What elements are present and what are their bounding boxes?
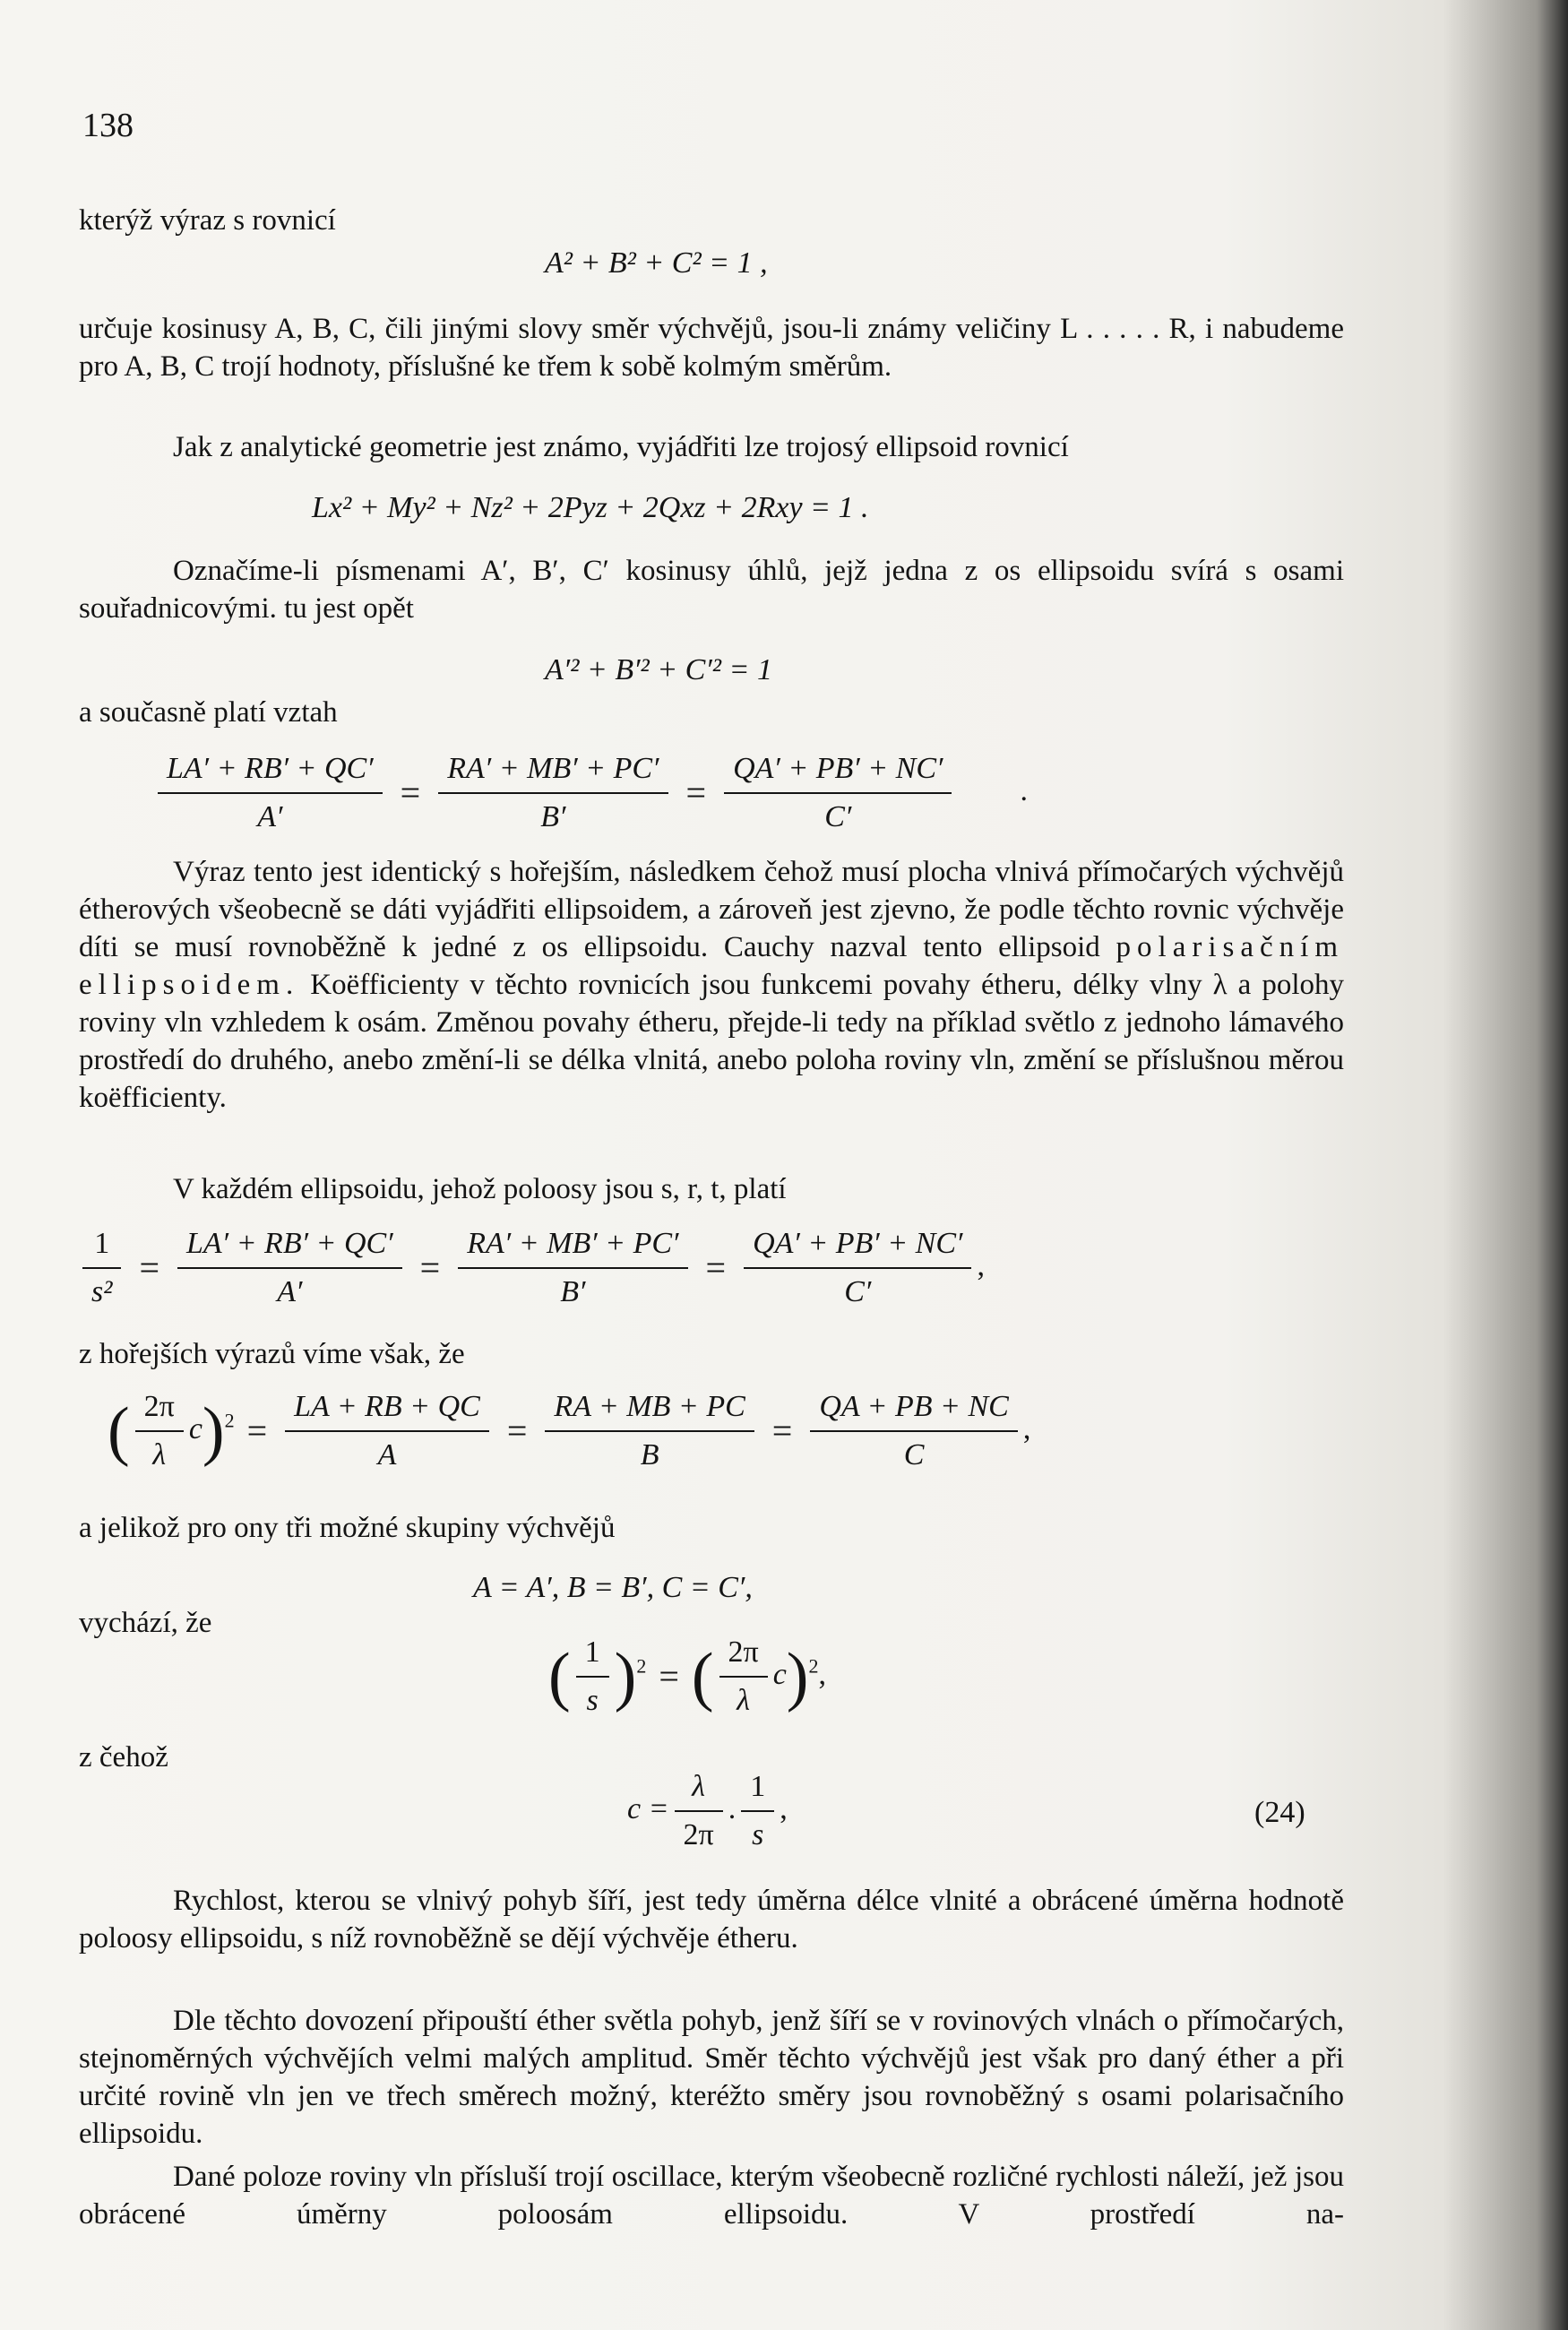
page-number: 138	[82, 107, 134, 144]
fraction-3: $\frac{QA + PB + NC}{C}$	[810, 1387, 1018, 1475]
fraction-1: $\frac{LA + RB + QC}{A}$	[285, 1387, 489, 1475]
fraction-0: $\frac{1}{\text{s²}}$	[82, 1224, 121, 1312]
fraction-a: $\frac{1}{s}$	[576, 1633, 609, 1721]
line-results: vychází, že	[79, 1607, 212, 1639]
fraction-lhs: $\frac{2\pi}{\lambda}$	[135, 1387, 184, 1475]
line-whence: z čehož	[79, 1741, 168, 1773]
equation-ellipsoid: Lx² + My² + Nz² + 2Pyz + 2Qxz + 2Rxy = 1 .	[312, 491, 869, 524]
line-from-above: z hořejších výrazů víme však, že	[79, 1338, 465, 1370]
equation-wave-speed: ( $\frac{2\pi}{\lambda}$ c)$^2$ = $\frac{LA + RB + QC}{A}$ = $\frac{RA + MB + PC}{B}$ = $\frac{QA + PB + NC}{C}$ ,	[108, 1387, 1030, 1475]
equation-ratio-identity: $\frac{LA' + RB' + QC'}{A'}$ = $\frac{RA' + MB' + PC'}{B'}$ = $\frac{QA' + PB' + NC'}{C'}$ .	[152, 749, 1028, 837]
paragraph-polarisation-ellipsoid: Výraz tento jest identický s hořejším, následkem čehož musí plocha vlnivá přímočarých výchvějů étherových všeobecně se dáti vyjádřiti ellipsoidem, a zároveň jest zjevno, že podle těchto rovnic výchvěje díti se musí rovnoběžně k jedné z os ellipsoidu. Cauchy nazval tento ellipsoid polarisačním ellipsoidem. Koëfficienty v těchto rovnicích jsou funkcemi povahy étheru, délky vlny λ a polohy roviny vln vzhledem k osám. Změnou povahy étheru, přejde-li tedy na příklad světlo z jednoho lámavého prostředí do druhého, anebo změní-li se délka vlnitá, anebo poloha roviny vln, změní se příslušnou měrou koëfficienty.	[79, 856, 1344, 1114]
paragraph-plane-waves: Dle těchto dovození připouští éther světla pohyb, jenž šíří se v rovinových vlnách o přímočarých, stejnoměrných výchvějích velmi malých amplitud. Směr těchto výchvějů jest však pro daný éther a při určité rovině vln jen ve třech směrech možný, kteréžto směry jsou rovnoběžný s osami polarisačního ellipsoidu.	[79, 2005, 1344, 2150]
fraction-3: $\frac{QA' + PB' + NC'}{C'}$	[724, 749, 952, 837]
paragraph-oscillations: Dané poloze roviny vln přísluší trojí oscillace, kterým všeobecně rozličné rychlosti náleží, jež jsou obrácené úměrny poloosám ellipsoidu. V prostředí na-	[79, 2161, 1344, 2231]
fraction-1: $\frac{LA' + RB' + QC'}{A'}$	[177, 1224, 402, 1312]
spaced-term: polarisačním ellipsoidem.	[79, 931, 1344, 1001]
equation-primed-unit-norm: A′² + B′² + C′² = 1	[545, 653, 772, 686]
fraction-2: $\frac{RA' + MB' + PC'}{B'}$	[458, 1224, 687, 1312]
paragraph-semi-axes: V každém ellipsoidu, jehož poloosy jsou s, r, t, platí	[173, 1173, 787, 1205]
paragraph-velocity: Rychlost, kterou se vlnivý pohyb šíří, jest tedy úměrna délce vlnité a obrácené úměrna hodnotě poloosy ellipsoidu, s níž rovnoběžně se dějí výchvěje étheru.	[79, 1885, 1344, 1955]
fraction-a: $\frac{\lambda}{2\pi}$	[675, 1767, 723, 1855]
paragraph-cosines-primed: Označíme-li písmenami A′, B′, C′ kosinusy úhlů, jejž jedna z os ellipsoidu svírá s osami souřadnicovými. tu jest opět	[79, 555, 1344, 625]
fraction-2: $\frac{RA' + MB' + PC'}{B'}$	[438, 749, 668, 837]
fraction-3: $\frac{QA' + PB' + NC'}{C'}$	[744, 1224, 971, 1312]
fraction-2: $\frac{RA + MB + PC}{B}$	[545, 1387, 754, 1475]
line-three-groups: a jelikož pro ony tři možné skupiny výchvějů	[79, 1512, 616, 1544]
fraction-b: $\frac{1}{s}$	[741, 1767, 774, 1855]
fraction-1: $\frac{LA' + RB' + QC'}{A'}$	[158, 749, 383, 837]
equation-unit-norm: A² + B² + C² = 1 ,	[545, 246, 768, 280]
intro-line: kterýž výraz s rovnicí	[79, 204, 336, 237]
paragraph-cosines: určuje kosinusy A, B, C, čili jinými slovy směr výchvějů, jsou-li známy veličiny L . . . . . R, i nabudeme pro A, B, C trojí hodnoty, příslušné ke třem k sobě kolmým směrům.	[79, 313, 1344, 383]
equation-number: (24)	[1254, 1796, 1305, 1829]
fraction-b: $\frac{2\pi}{\lambda}$	[719, 1633, 768, 1721]
simultaneous-line: a současně platí vztah	[79, 696, 338, 729]
paragraph-analytic-geometry: Jak z analytické geometrie jest známo, vyjádřiti lze trojosý ellipsoid rovnicí	[173, 431, 1069, 463]
equation-squared: ( $\frac{1}{s}$ )$^2$ = ( $\frac{2\pi}{\lambda}$ c)$^2$,	[548, 1633, 826, 1721]
equation-equalities: A = A′, B = B′, C = C′,	[473, 1571, 753, 1604]
equation-24: c = $\frac{\lambda}{2\pi}$ . $\frac{1}{s}$ ,	[627, 1767, 788, 1855]
equation-semi-axis: $\frac{1}{\text{s²}}$ = $\frac{LA' + RB' + QC'}{A'}$ = $\frac{RA' + MB' + PC'}{B'}$ = $\frac{QA' + PB' + NC'}{C'}$ ,	[77, 1224, 985, 1312]
